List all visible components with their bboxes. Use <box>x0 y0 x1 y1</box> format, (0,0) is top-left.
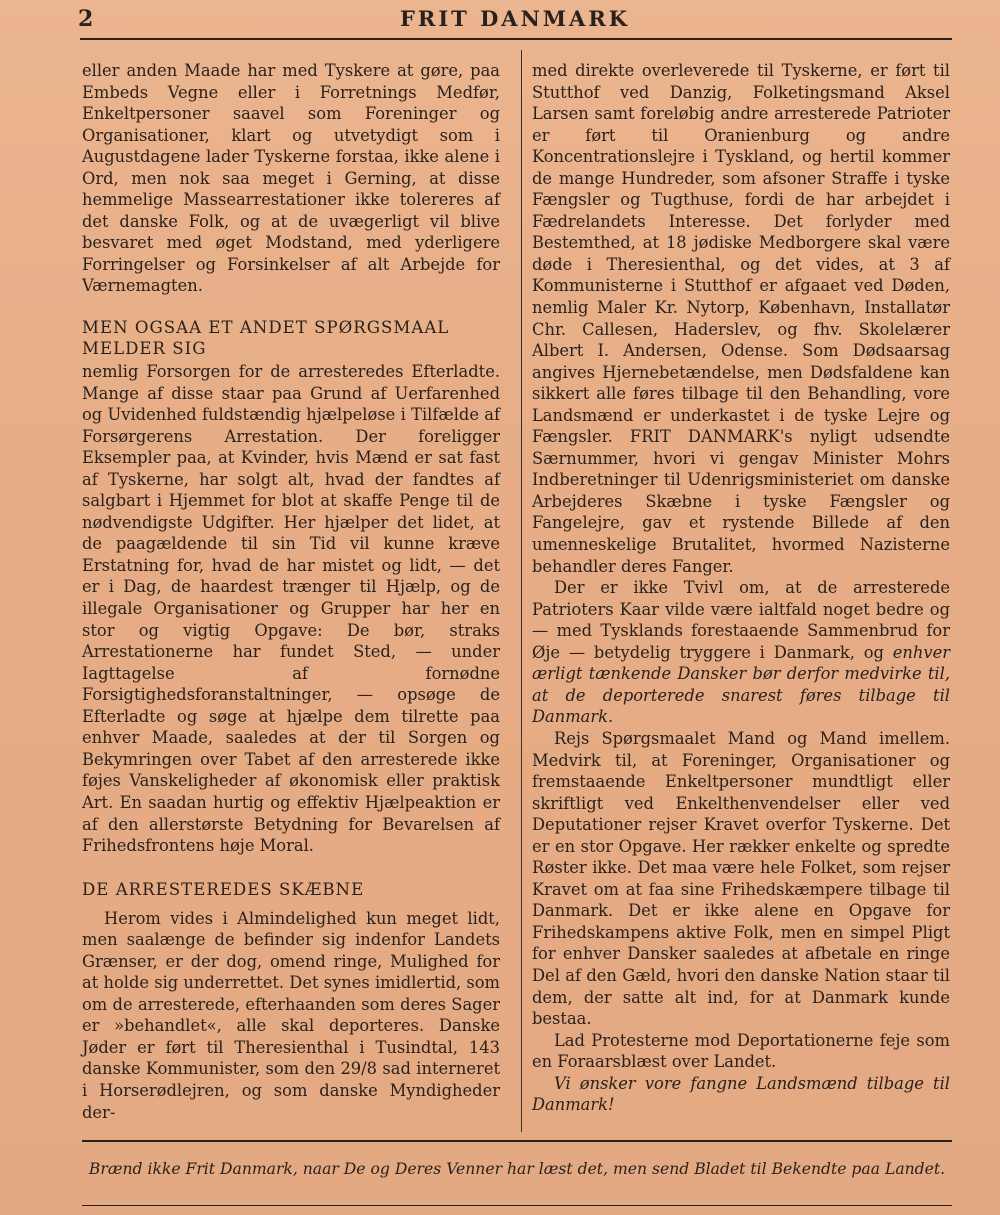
left-column <box>82 60 500 1123</box>
column-divider <box>521 50 522 1132</box>
right-paragraph-5: Vi ønsker vore fangne Landsmænd tilbage til Danmark! <box>532 1073 950 1115</box>
footer-notice: Brænd ikke Frit Danmark, naar De og Deres Venner har læst det, men send Bladet til Bekendte paa Landet. <box>88 1160 946 1178</box>
heading-arresteredes-skaebne: DE ARRESTEREDES SKÆBNE <box>82 879 365 899</box>
right-paragraph-4: Lad Protesterne mod Deportationerne feje som en Foraarsblæst over Landet. <box>532 1030 950 1072</box>
right-paragraph-2-text: Der er ikke Tvivl om, at de arresterede Patrioters Kaar vilde være ialtfald noget bedre og — med Tysklands forestaaende Sammenbrud for Øje — betydelig tryggere i Danmark, og <box>532 578 950 662</box>
right-paragraph-2 <box>532 577 950 728</box>
left-paragraph-2: nemlig Forsorgen for de arresteredes Efterladte. Mange af disse staar paa Grund af Uerfarenhed og Uvidenhed fuldstændig hjælpeløse i Tilfælde af Forsørgerens Arrestation. Der foreligger Eksempler paa, at Kvinder, hvis Mænd er sat fast af Tyskerne, har solgt alt, hvad der fandtes af salgbart i Hjemmet for blot at skaffe Penge til de nødvendigste Udgifter. Her hjælper det lidet, at de paagældende til sin Tid vil kunne kræve Erstatning for, hvad de har mistet og lidt, — det er i Dag, de haardest trænger til Hjælp, og de illegale Organisationer og Grupper har her en stor og vigtig Opgave: De bør, straks Arrestationerne har fundet Sted, — under Iagttagelse af fornødne Forsigtighedsforanstaltninger, — opsøge de Efterladte og søge at hjælpe dem tilrette paa enhver Maade, saaledes at der til Sorgen og Bekymringen over Tabet af den arresterede ikke føjes Vanskeligheder af økonomisk eller praktisk Art. En saadan hurtig og effektiv Hjælpeaktion er af den allerstørste Betydning for Bevarelsen af Frihedsfrontens høje Moral. <box>82 362 500 856</box>
page-number: 2 <box>78 6 94 32</box>
right-column <box>532 60 950 1116</box>
right-paragraph-2-italic: enhver ærligt tænkende Dansker bør derfor medvirke til, at de deporterede snarest føres tilbage til Danmark. <box>532 642 950 727</box>
left-paragraph-1: eller anden Maade har med Tyskere at gøre, paa Embeds Vegne eller i Forretnings Medfør, Enkeltpersoner saavel som Foreninger og Organisationer, klart og utvetydigt som i Augustdagene lader Tyskerne forstaa, ikke alene i Ord, men nok saa meget i Gerning, at disse hemmelige Massearrestationer ikke tolereres af det danske Folk, og at de uvægerligt vil blive besvaret med øget Modstand, med yderligere Forringelser og Forsinkelser af alt Arbejde for Værnemagten. <box>82 61 500 296</box>
footer-bottom-rule <box>82 1205 952 1206</box>
page-header <box>78 6 952 36</box>
newspaper-title: FRIT DANMARK <box>399 6 631 31</box>
right-paragraph-1: med direkte overleverede til Tyskerne, er ført til Stutthof ved Danzig, Folketingsmand Aksel Larsen samt foreløbig andre arresterede Patrioter er ført til Oranienburg og andre Koncentrationslejre i Tyskland, og hertil kommer de mange Hundreder, som afsoner Straffe i tyske Fængsler og Tugthuse, fordi de har arbejdet i Fædrelandets Interesse. Det forlyder med Bestemthed, at 18 jødiske Medborgere skal være døde i Theresienthal, og det vides, at 3 af Kommunisterne i Stutthof er afgaaet ved Døden, nemlig Maler Kr. Nytorp, København, Installatør Chr. Callesen, Haderslev, og fhv. Skolelærer Albert I. Andersen, Odense. Som Dødsaarsag angives Hjernebetændelse, men Dødsfaldene kan sikkert alle føres tilbage til den Behandling, vore Landsmænd er underkastet i de tyske Lejre og Fængsler. FRIT DANMARK's nyligt udsendte Særnummer, hvori vi gengav Minister Mohrs Indberetninger til Udenrigsministeriet om danske Arbejderes Skæbne i tyske Fængsler og Fangelejre, gav et rystende Billede af den umenneskelige Brutalitet, hvormed Nazisterne behandler deres Fanger. <box>532 61 950 576</box>
footer-rule <box>82 1140 952 1142</box>
heading-men-ogsaa: MEN OGSAA ET ANDET SPØRGSMAAL MELDER SIG <box>82 318 450 359</box>
header-rule <box>80 38 952 40</box>
left-paragraph-3: Herom vides i Almindelighed kun meget lidt, men saalænge de befinder sig indenfor Landets Grænser, er der dog, omend ringe, Mulighed for at holde sig underrettet. Det synes imidlertid, som om de arresterede, efterhaanden som deres Sager er »behandlet«, alle skal deporteres. Danske Jøder er ført til Theresienthal i Tusindtal, 143 danske Kommunister, som den 29/8 sad interneret i Horserødlejren, og som danske Myndigheder der- <box>82 908 500 1122</box>
right-paragraph-3: Rejs Spørgsmaalet Mand og Mand imellem. Medvirk til, at Foreninger, Organisationer og fremstaaende Enkeltpersoner mundtligt eller skriftligt ved Enkelthenvendelser eller ved Deputationer rejser Kravet overfor Tyskerne. Det er en stor Opgave. Her rækker enkelte og spredte Røster ikke. Det maa være hele Folket, som rejser Kravet om at faa sine Frihedskæmpere tilbage til Danmark. Det er ikke alene en Opgave for Frihedskampens aktive Folk, men en simpel Pligt for enhver Dansker saaledes at afbetale en ringe Del af den Gæld, hvori den danske Nation staar til dem, der satte alt ind, for at Danmark kunde bestaa. <box>532 728 950 1029</box>
